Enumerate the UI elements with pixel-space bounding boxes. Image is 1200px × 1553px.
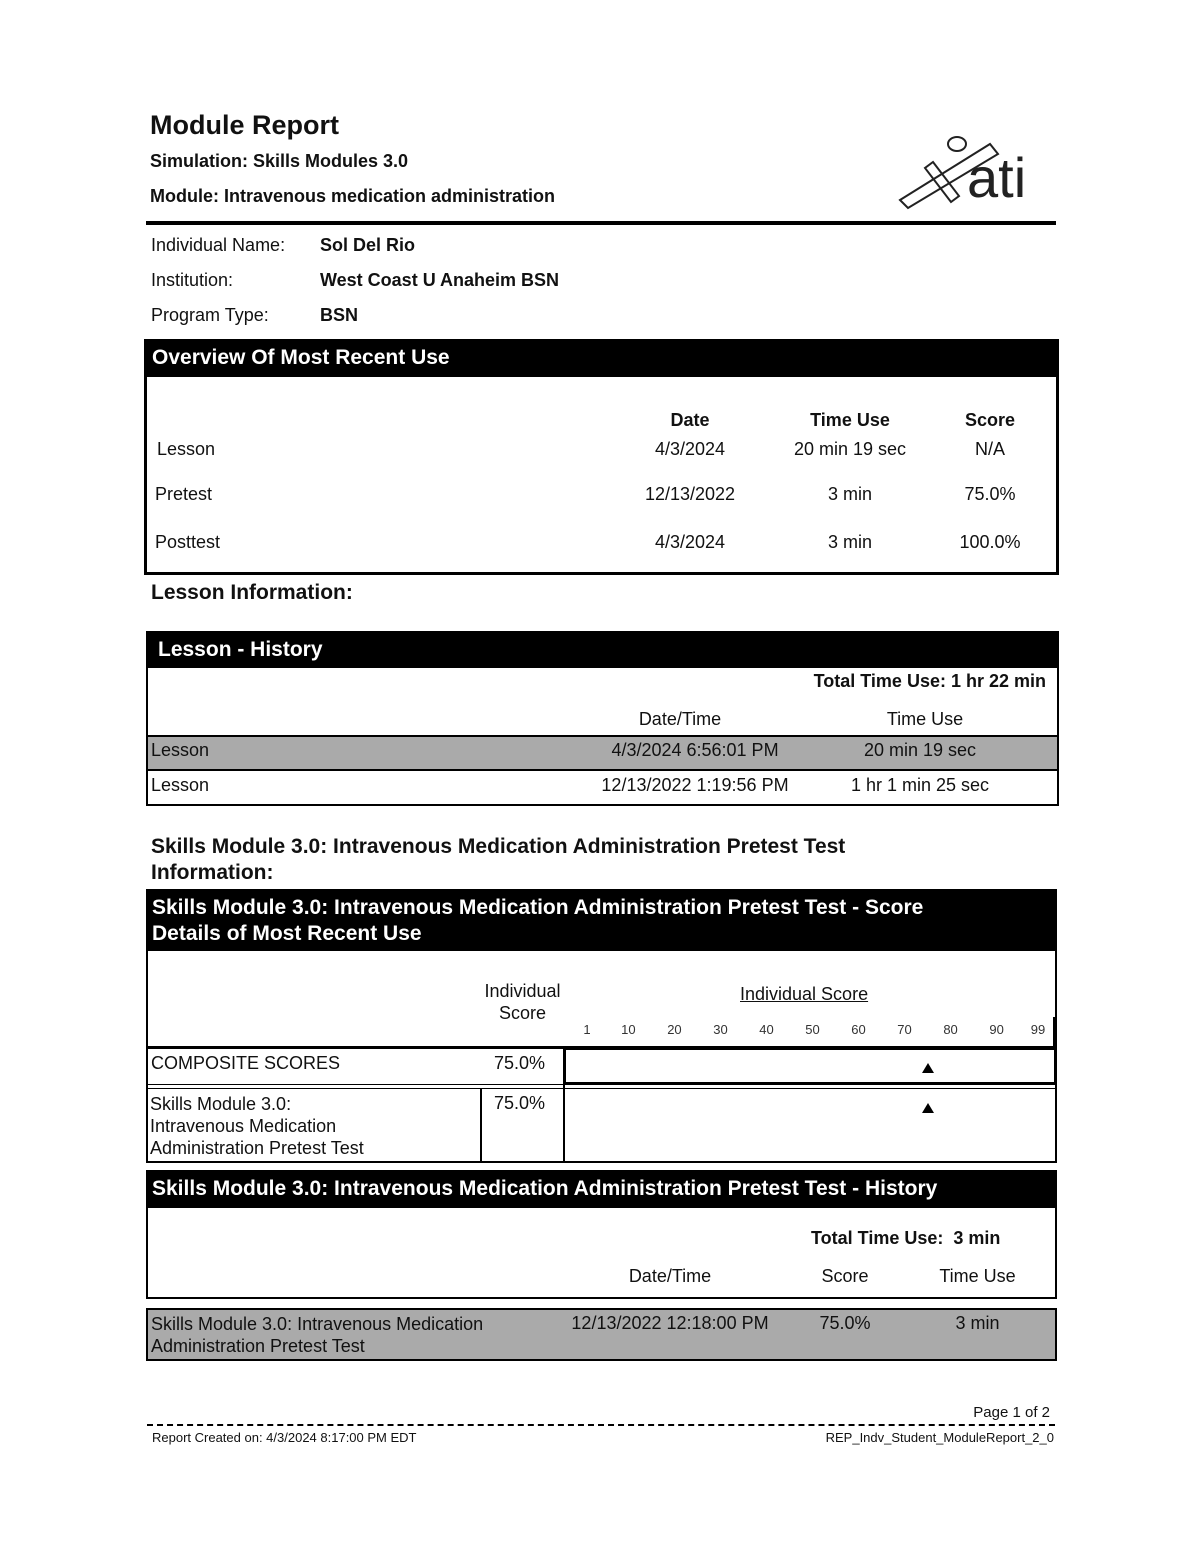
page-number: Page 1 of 2	[973, 1404, 1050, 1421]
scale-tick-label: 10	[621, 1022, 636, 1037]
individual-score-scale-title: Individual Score	[740, 984, 869, 1004]
pretest-heading-line: Skills Module 3.0: Intravenous Medication Administration Pretest Test	[151, 835, 846, 858]
pretest-history-label-line: Skills Module 3.0: Intravenous Medication	[151, 1314, 484, 1334]
col-divider	[480, 1089, 482, 1162]
scale-tick-label: 1	[583, 1022, 591, 1037]
lesson-row-time: 1 hr 1 min 25 sec	[850, 775, 990, 795]
detail-score: 75.0%	[494, 1093, 546, 1113]
overview-col-score: Score	[964, 410, 1016, 430]
name-label: Individual Name:	[151, 235, 286, 255]
individual-score-header-line: Score	[498, 1003, 547, 1023]
score-details-title	[146, 889, 1057, 951]
overview-row-time: 20 min 19 sec	[793, 439, 907, 459]
pretest-history-score: 75.0%	[819, 1313, 871, 1333]
overview-row-label: Posttest	[155, 532, 221, 552]
scale-tick-label: 30	[713, 1022, 728, 1037]
overview-col-date: Date	[670, 410, 710, 430]
pretest-col-score: Score	[821, 1266, 869, 1286]
overview-row-score: 100.0%	[959, 532, 1021, 552]
report-title: Module Report	[150, 110, 339, 140]
col-divider	[563, 1048, 565, 1162]
overview-row-label: Lesson	[157, 439, 216, 459]
header-divider	[146, 221, 1056, 225]
scale-tick-label: 90	[989, 1022, 1004, 1037]
pretest-history-time: 3 min	[955, 1313, 1000, 1333]
lesson-history-title: Lesson - History	[146, 631, 1059, 668]
overview-row-time: 3 min	[827, 484, 872, 504]
scale-right-edge	[1053, 1017, 1055, 1047]
individual-score-header	[470, 980, 575, 1024]
score-details-title-line: Details of Most Recent Use	[152, 922, 422, 945]
detail-label-line: Skills Module 3.0:	[150, 1094, 292, 1114]
lesson-col-datetime: Date/Time	[638, 709, 722, 729]
scale-tick-label: 40	[759, 1022, 774, 1037]
composite-score-marker	[922, 1063, 934, 1073]
footer-divider	[147, 1424, 1055, 1426]
ati-logo	[895, 132, 1040, 217]
individual-score-header-line: Individual	[484, 981, 561, 1001]
institution-label: Institution:	[151, 270, 234, 290]
scale-tick-label: 50	[805, 1022, 820, 1037]
module-name: Module: Intravenous medication administration	[150, 186, 556, 206]
lesson-row-label: Lesson	[151, 740, 210, 760]
pretest-history-datetime: 12/13/2022 12:18:00 PM	[571, 1313, 769, 1333]
program-label: Program Type:	[151, 305, 269, 325]
pretest-col-datetime: Date/Time	[628, 1266, 712, 1286]
lesson-row-time: 20 min 19 sec	[863, 740, 977, 760]
pretest-heading	[151, 834, 1051, 886]
overview-row-date: 4/3/2024	[654, 532, 726, 552]
report-created: Report Created on: 4/3/2024 8:17:00 PM EDT	[152, 1430, 417, 1445]
lesson-row-datetime: 12/13/2022 1:19:56 PM	[601, 775, 789, 795]
scale-tick-label: 99	[1030, 1022, 1046, 1037]
pretest-col-time: Time Use	[939, 1266, 1016, 1286]
scale-tick-label: 80	[943, 1022, 958, 1037]
row-double-divider	[146, 1084, 1057, 1089]
score-details-title-line: Skills Module 3.0: Intravenous Medication Administration Pretest Test - Score	[152, 896, 924, 919]
simulation-name: Simulation: Skills Modules 3.0	[150, 151, 409, 171]
scale-tick-label: 20	[667, 1022, 682, 1037]
lesson-row-label: Lesson	[151, 775, 210, 795]
pretest-history-label	[151, 1313, 483, 1357]
lesson-row-datetime: 4/3/2024 6:56:01 PM	[611, 740, 779, 760]
pretest-total-time: Total Time Use: 3 min	[811, 1228, 1001, 1248]
lesson-total-time: Total Time Use: 1 hr 22 min	[813, 671, 1046, 691]
overview-row-date: 4/3/2024	[654, 439, 726, 459]
detail-label-line: Administration Pretest Test	[150, 1138, 364, 1158]
detail-label-line: Intravenous Medication	[150, 1116, 337, 1136]
overview-row-score: 75.0%	[964, 484, 1016, 504]
lesson-info-heading: Lesson Information:	[151, 581, 353, 604]
scale-tick-label: 60	[851, 1022, 866, 1037]
detail-label	[150, 1093, 364, 1159]
composite-label: COMPOSITE SCORES	[151, 1053, 341, 1073]
lesson-col-time: Time Use	[886, 709, 964, 729]
pretest-history-title: Skills Module 3.0: Intravenous Medication Administration Pretest Test - History	[146, 1170, 1057, 1208]
scale-tick-label: 70	[897, 1022, 912, 1037]
detail-score-marker	[922, 1103, 934, 1113]
student-name: Sol Del Rio	[320, 235, 416, 255]
overview-row-date: 12/13/2022	[644, 484, 736, 504]
institution-value: West Coast U Anaheim BSN	[320, 270, 560, 290]
pretest-heading-line: Information:	[151, 861, 274, 884]
program-value: BSN	[320, 305, 359, 325]
overview-row-label: Pretest	[155, 484, 213, 504]
logo-text: ati	[967, 146, 1027, 209]
report-id: REP_Indv_Student_ModuleReport_2_0	[825, 1430, 1054, 1445]
overview-row-time: 3 min	[827, 532, 872, 552]
pretest-history-label-line: Administration Pretest Test	[151, 1336, 365, 1356]
overview-col-time: Time Use	[810, 410, 890, 430]
composite-score: 75.0%	[494, 1053, 546, 1073]
composite-score-bar	[564, 1048, 1056, 1084]
overview-row-score: N/A	[974, 439, 1005, 459]
overview-title: Overview Of Most Recent Use	[144, 339, 1059, 377]
